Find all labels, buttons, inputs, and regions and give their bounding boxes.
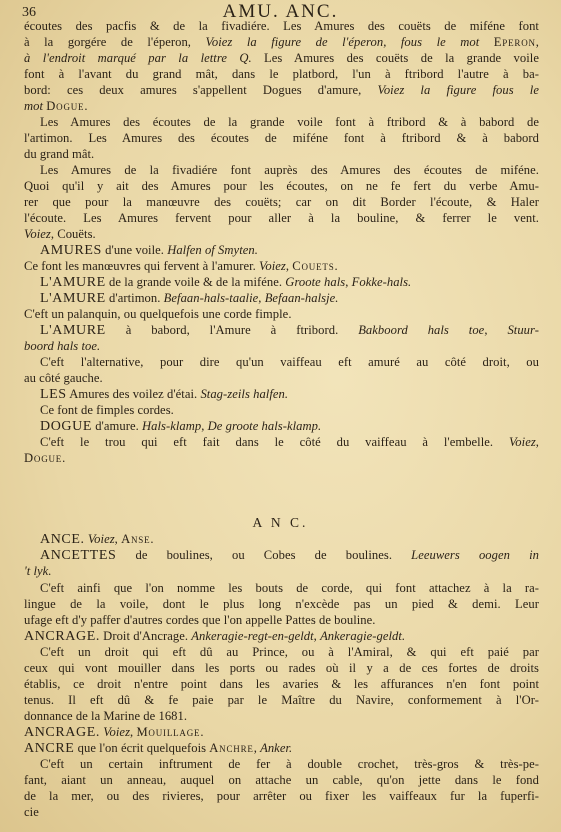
italic-run: à l'endroit marqué par la lettre Q. (24, 51, 252, 65)
text-run: fant, aiant un anneau, auquel on attache un cable, qu'on jette dans le fond (24, 773, 539, 787)
italic-run: Anker. (260, 741, 293, 755)
text-run: C'eft un palanquin, ou quelquefois une corde fimple. (24, 307, 292, 321)
entry-headword: ANCRAGE. (24, 629, 100, 644)
entry-headword: DOGUE (40, 419, 92, 434)
text-line (24, 259, 539, 274)
small-caps-run: Anchre (209, 741, 254, 755)
text-run: l'artimon. Les Amures des écoutes de miféne font à ftribord & à babord (24, 131, 539, 145)
italic-run: 't lyk. (24, 564, 52, 578)
text-run: Les Amures des écoutes de la grande voile font à ftribord & à babord de (40, 115, 539, 129)
running-head: AMU. ANC. (222, 1, 339, 22)
text-line (24, 51, 539, 66)
text-run: , (201, 419, 208, 433)
text-run: , (114, 532, 122, 546)
italic-run: Voiez (103, 725, 131, 739)
italic-run: mot (24, 99, 44, 113)
italic-run: De groote hals-klamp. (207, 419, 322, 433)
text-line (40, 645, 539, 660)
text-line (24, 179, 539, 194)
text-line (24, 195, 539, 210)
text-run: Les Amures des couëts de la grande voile (251, 51, 539, 65)
text-run: , (258, 291, 265, 305)
text-run: ufage eft d'y paffer d'autres cordes que l'on appelle Pattes de bouline. (24, 613, 376, 627)
text-line (24, 147, 539, 162)
text-line (40, 163, 539, 178)
text-run: , (484, 323, 508, 337)
text-run: d'une voile. (101, 243, 168, 257)
text-line (40, 548, 539, 563)
entry-headword: ANCETTES (40, 548, 117, 563)
text-line (24, 35, 539, 50)
text-run: , (130, 725, 137, 739)
text-line (24, 789, 539, 804)
text-line (40, 581, 539, 596)
text-line (24, 741, 539, 756)
entry-headword: L'AMURE (40, 291, 106, 306)
small-caps-run: Couets. (292, 259, 339, 273)
text-line (24, 131, 539, 146)
text-run: établis, ce droit n'entre point dans les avaries & les affurances n'en font point (24, 677, 539, 691)
small-caps-run: Dogue. (46, 99, 89, 113)
text-line (24, 677, 539, 692)
italic-run: Voiez la figure de l'éperon, fous le mot (205, 35, 494, 49)
italic-run: Befaan-hals-taalie (163, 291, 259, 305)
italic-run: Halfen of Smyten. (167, 243, 258, 257)
small-caps-run: Mouillage. (136, 725, 205, 739)
text-run: de la grande voile & de la miféne. (105, 275, 286, 289)
text-run: à la gorgére de l'éperon, (24, 35, 206, 49)
text-run: C'eft un certain inftrument de fer à double crochet, très-gros & très-pe- (40, 757, 539, 771)
text-line (40, 435, 539, 450)
text-run: Amures des voilez d'étai. (66, 387, 201, 401)
small-caps-run: Dogue. (24, 451, 67, 465)
italic-run: Stag-zeils halfen. (200, 387, 289, 401)
text-run: ceux qui vont mouiller dans les ports ou rades où il y a de ces fortes de droits (24, 661, 539, 675)
text-line (24, 629, 539, 644)
text-run: font à l'avant du grand mât, dans le platbord, l'un à ftribord l'autre à ba- (24, 67, 539, 81)
italic-run: Ankeragie-regt-en-geldt (191, 629, 314, 643)
italic-run: Bakboord hals toe (358, 323, 485, 337)
text-run: tenus. Il eft dû & fe paie par le Maître du Navire, conformement à l'Or- (24, 693, 539, 707)
text-run: au côté gauche. (24, 371, 103, 385)
text-run: Quoi qu'il y ait des Amures pour les écoutes, on ne fe fert du verbe Amu- (24, 179, 539, 193)
text-run: à babord, l'Amure à ftribord. (105, 323, 359, 337)
text-run: C'eft un droit qui eft dû au Prince, ou à l'Amiral, & qui eft paié par (40, 645, 539, 659)
text-run: , (345, 275, 352, 289)
text-run: , (313, 629, 321, 643)
small-caps-run: Eperon (493, 35, 536, 49)
text-run: C'eft ainfi que l'on nomme les bouts de corde, qui font attachez à la ra- (40, 581, 539, 595)
text-line (40, 757, 539, 772)
text-run: de la mer, ou des rivieres, pour arrêter ou fixer les vaiffeaux fur la fuperfi- (24, 789, 539, 803)
text-line (40, 323, 539, 338)
text-line (24, 211, 539, 226)
text-run: , (535, 35, 539, 49)
italic-run: Stuur- (507, 323, 539, 337)
text-line (40, 243, 539, 258)
italic-run: Voiez (24, 227, 51, 241)
entry-headword: L'AMURE (40, 275, 106, 290)
text-run: cie (24, 805, 39, 819)
text-run: Les Amures de la fivadiére font auprès des Amures des écoutes de miféne. (40, 163, 539, 177)
text-line (24, 725, 539, 740)
text-line (24, 307, 539, 322)
text-line (40, 532, 539, 547)
text-line (24, 227, 539, 242)
italic-run: Voiez (259, 259, 286, 273)
italic-run: Befaan-halsje. (264, 291, 339, 305)
entry-headword: LES (40, 387, 67, 402)
text-run: Ce font de fimples cordes. (40, 403, 174, 417)
text-line (24, 661, 539, 676)
text-run: écoutes des pacfis & de la fivadiére. Les Amures des couëts de miféne font (24, 19, 539, 33)
text-line (40, 387, 539, 402)
text-line (40, 291, 539, 306)
text-line (24, 805, 539, 820)
text-run: rer que pour la manœuvre des couëts; car on dit Border l'écoute, & Haler (24, 195, 539, 209)
text-line (40, 403, 539, 418)
italic-run: Ankeragie-geldt. (320, 629, 406, 643)
text-line (24, 773, 539, 788)
italic-run: Leeuwers oogen in (411, 548, 539, 562)
text-run: de boulines, ou Cobes de boulines. (116, 548, 412, 562)
text-line (24, 451, 539, 466)
text-line (40, 115, 539, 130)
text-run: , (285, 259, 293, 273)
text-run: , Couëts. (50, 227, 96, 241)
text-line (24, 709, 539, 724)
text-run: lingue de la voile, dont le plus long n'excède pas un pied & demi. Leur (24, 597, 539, 611)
italic-run: boord hals toe. (24, 339, 101, 353)
text-line (24, 613, 539, 628)
text-line (24, 99, 539, 114)
entry-headword: ANCE. (40, 532, 85, 547)
italic-run: Voiez (508, 435, 536, 449)
italic-run: Voiez (87, 532, 115, 546)
text-line (24, 564, 539, 579)
text-run: , (253, 741, 261, 755)
text-line (40, 275, 539, 290)
entry-headword: AMURES (40, 243, 102, 258)
entry-headword: ANCRE (24, 741, 75, 756)
text-line (24, 693, 539, 708)
text-line (40, 355, 539, 370)
text-run: Ce font les manœuvres qui fervent à l'amurer. (24, 259, 260, 273)
text-run: l'écoute. Les Amures fervent pour aller à la bouline, & ferrer le vent. (24, 211, 539, 225)
text-run: donnance de la Marine de 1681. (24, 709, 188, 723)
text-line (40, 419, 539, 434)
text-run: d'artimon. (105, 291, 164, 305)
text-line (24, 19, 539, 34)
text-line (24, 371, 539, 386)
entry-headword: ANCRAGE. (24, 725, 100, 740)
text-line (24, 339, 539, 354)
entry-headword: L'AMURE (40, 323, 106, 338)
text-run: que l'on écrit quelquefois (74, 741, 210, 755)
italic-run: Voiez la figure fous le (377, 83, 539, 97)
italic-run: Hals-klamp (141, 419, 202, 433)
text-run: C'eft l'alternative, pour dire qu'un vaiffeau eft amuré au côté droit, ou (40, 355, 539, 369)
text-run: C'eft le trou qui eft fait dans le côté du vaiffeau à l'embelle. (40, 435, 509, 449)
small-caps-run: Anse. (121, 532, 155, 546)
text-run: bord: ces deux amures s'appellent Dogues d'amure, (24, 83, 378, 97)
italic-run: Groote hals (285, 275, 346, 289)
text-line (24, 597, 539, 612)
section-heading: A N C. (252, 515, 309, 530)
text-run: Droit d'Ancrage. (99, 629, 192, 643)
text-line (24, 83, 539, 98)
text-line (24, 67, 539, 82)
page-number: 36 (22, 5, 36, 20)
text-run: d'amure. (92, 419, 142, 433)
text-run: du grand mât. (24, 147, 95, 161)
italic-run: Fokke-hals. (351, 275, 412, 289)
text-run: , (535, 435, 539, 449)
